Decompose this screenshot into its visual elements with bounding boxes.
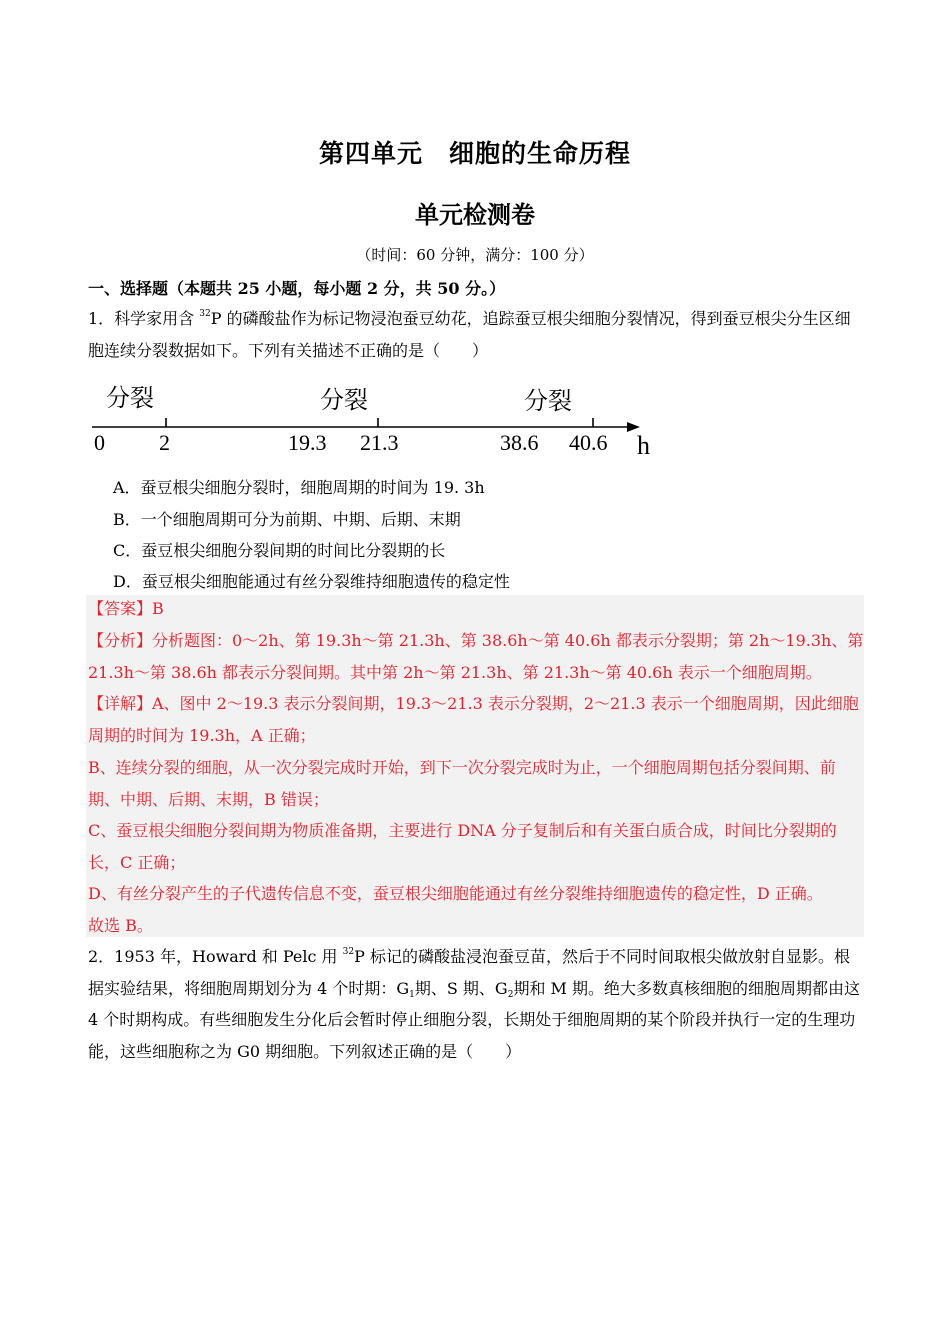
cell-cycle-timeline-figure	[80, 372, 660, 464]
exam-meta: （时间：60 分钟，满分：100 分）	[356, 246, 594, 264]
tick-label-38-6: 38.6	[500, 430, 539, 455]
question-2-part-4: 期和 M 期。绝大多数真核细胞的细胞周期都由这 4 个时期构成。有些细胞发生分化后会暂时停止细胞分裂，长期处于细胞周期的某个阶段并执行一定的生理功能，这些细胞称之为 G0 期细胞。下列叙述正确的是（ ）	[88, 978, 861, 1061]
answer-conclusion: 故选 B。	[88, 916, 153, 935]
g2-subscript: 2	[507, 989, 514, 1000]
answer-line: 【答案】B	[88, 599, 164, 618]
analysis-text: 【分析】分析题图：0～2h、第 19.3h～第 21.3h、第 38.6h～第 40.6h 都表示分裂期；第 2h～19.3h、第 21.3h～第 38.6h 都表示分裂间期。其中第 2h～第 21.3h、第 21.3h～第 40.6h 表示一个细胞周期。	[88, 631, 864, 682]
question-1-prefix: 1．科学家用含	[88, 309, 200, 328]
question-1-stem-text: P 的磷酸盐作为标记物浸泡蚕豆幼花，追踪蚕豆根尖细胞分裂情况，得到蚕豆根尖分生区细胞连续分裂数据如下。下列有关描述不正确的是（ ）	[88, 309, 851, 360]
question-2-part-2: P 标记的磷酸盐浸泡蚕豆苗，然后于不同时间取根尖做放射自显影。根据实验结果，将细胞周期划分为 4 个时期：G	[88, 947, 850, 998]
section-heading: 一、选择题（本题共 25 小题，每小题 2 分，共 50 分。）	[88, 279, 506, 298]
axis-unit-label: h	[637, 431, 650, 460]
option-a: A．蚕豆根尖细胞分裂时，细胞周期的时间为 19. 3h	[113, 478, 485, 497]
detail-c-text: C、蚕豆根尖细胞分裂间期为物质准备期，主要进行 DNA 分子复制后和有关蛋白质合成，时间比分裂期的长，C 正确；	[88, 821, 837, 872]
question-2-part-1: 2．1953 年，Howard 和 Pelc 用	[88, 947, 343, 966]
detail-a-text: 【详解】A、图中 2～19.3 表示分裂间期，19.3～21.3 表示分裂期，2～21.3 表示一个细胞周期，因此细胞周期的时间为 19.3h，A 正确；	[88, 694, 859, 745]
segment-label-2: 分裂	[320, 388, 368, 414]
tick-label-0: 0	[94, 430, 105, 455]
isotope-superscript-2: 32	[342, 947, 355, 957]
question-1-stem	[88, 303, 864, 366]
tick-label-2: 2	[159, 430, 170, 455]
option-d: D．蚕豆根尖细胞能通过有丝分裂维持细胞遗传的稳定性	[113, 572, 510, 591]
detail-d-text: D、有丝分裂产生的子代遗传信息不变，蚕豆根尖细胞能通过有丝分裂维持细胞遗传的稳定性，D 正确。	[88, 884, 823, 903]
document-title: 第四单元 细胞的生命历程	[318, 139, 631, 168]
segment-label-3: 分裂	[524, 389, 572, 415]
question-2-part-3: 期、S 期、G	[414, 978, 508, 998]
isotope-superscript: 32	[199, 309, 211, 319]
detail-b-text: B、连续分裂的细胞，从一次分裂完成时开始，到下一次分裂完成时为止，一个细胞周期包括分裂间期、前期、中期、后期、末期，B 错误；	[88, 758, 836, 809]
document-subtitle: 单元检测卷	[415, 200, 535, 229]
g1-subscript: 1	[409, 989, 415, 1000]
option-b: B．一个细胞周期可分为前期、中期、后期、末期	[113, 510, 461, 529]
tick-label-40-6: 40.6	[569, 430, 608, 455]
question-2-stem	[88, 941, 864, 1067]
tick-label-21-3: 21.3	[360, 430, 399, 455]
option-c: C．蚕豆根尖细胞分裂间期的时间比分裂期的长	[113, 541, 446, 560]
tick-label-19-3: 19.3	[288, 430, 327, 455]
segment-label-1: 分裂	[106, 386, 154, 412]
